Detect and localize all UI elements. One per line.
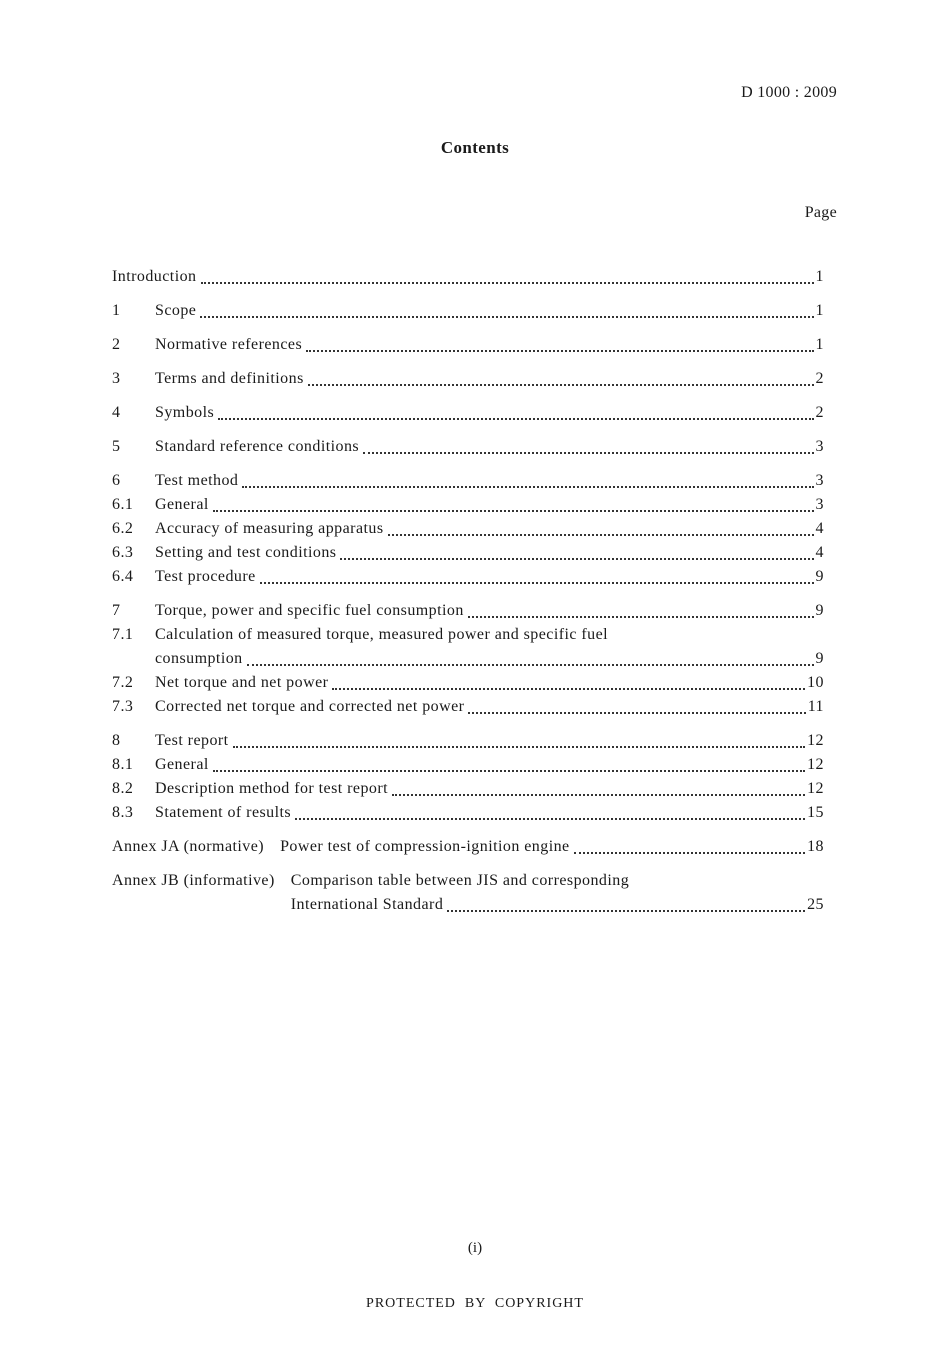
toc-number: 7 [112,602,121,619]
footer-page-number: (i) [467,1240,483,1256]
toc-entry-7[interactable] [112,599,824,623]
toc-text-line-2: consumption [155,650,243,667]
toc-entry-4[interactable] [112,401,824,425]
toc-number: 8 [112,732,121,749]
dot-leader [247,664,814,666]
toc-entry-6-2[interactable] [112,517,824,541]
dot-leader [468,616,814,618]
toc-text: Test report [155,732,229,749]
toc-page-number: 18 [807,838,824,855]
toc-page-number: 2 [815,404,824,421]
dot-leader [242,486,813,488]
dot-leader [468,712,805,714]
toc-entry-8-3[interactable] [112,801,824,825]
toc-entry-1[interactable] [112,299,824,323]
toc-text: General [155,756,209,773]
toc-page-number: 15 [807,804,824,821]
toc-text: Corrected net torque and corrected net power [155,698,465,715]
toc-page-number: 12 [807,732,824,749]
toc-page-number: 12 [807,756,824,773]
toc-text: Test procedure [155,568,256,585]
toc-entry-annex-jb[interactable] [112,869,824,917]
toc-text: Standard reference conditions [155,438,360,455]
dot-leader [306,350,813,352]
toc-entry-7-2[interactable] [112,671,824,695]
toc-page-number: 25 [807,896,824,913]
toc-number: 4 [112,404,121,421]
toc-page-number: 11 [807,698,824,715]
toc-number: 6 [112,472,121,489]
dot-leader [295,818,805,820]
toc-page-number: 1 [815,302,824,319]
dot-leader [388,534,814,536]
toc-number: 7.3 [112,698,134,715]
dot-leader [200,316,813,318]
toc-number: 6.4 [112,568,134,585]
dot-leader [213,770,805,772]
dot-leader [201,282,814,284]
toc-page-number: 1 [815,336,824,353]
toc-text: General [155,496,209,513]
dot-leader [363,452,813,454]
toc-page-number: 9 [815,650,824,667]
toc-entry-3[interactable] [112,367,824,391]
toc-number: 6.2 [112,520,134,537]
toc-page-number: 2 [815,370,824,387]
dot-leader [574,852,806,854]
toc-text: Net torque and net power [155,674,329,691]
toc-number: 1 [112,302,121,319]
toc-text: Introduction [112,268,197,285]
dot-leader [213,510,814,512]
toc-entry-8-1[interactable] [112,753,824,777]
toc-page-number: 3 [815,496,824,513]
toc-text: Normative references [155,336,303,353]
toc-page-number: 4 [815,520,824,537]
toc-number: 6.3 [112,544,134,561]
toc-text: Description method for test report [155,780,389,797]
toc-text: Symbols [155,404,215,421]
toc-text: Accuracy of measuring apparatus [155,520,384,537]
table-of-contents [112,265,824,917]
toc-page-number: 4 [815,544,824,561]
dot-leader [308,384,814,386]
toc-page-number: 3 [815,438,824,455]
annex-label: Annex JA (normative) [112,838,265,855]
dot-leader [332,688,805,690]
toc-text: Statement of results [155,804,292,821]
annex-label: Annex JB (informative) [112,872,275,889]
toc-page-number: 12 [807,780,824,797]
toc-text-line-1: Comparison table between JIS and corresponding [290,872,630,889]
copyright-notice: PROTECTED BY COPYRIGHT [366,1296,584,1311]
dot-leader [233,746,806,748]
toc-entry-8[interactable] [112,729,824,753]
toc-page-number: 10 [807,674,824,691]
toc-entry-6-1[interactable] [112,493,824,517]
toc-number: 8.3 [112,804,134,821]
toc-entry-6-4[interactable] [112,565,824,589]
toc-page-number: 3 [815,472,824,489]
toc-text: Setting and test conditions [155,544,337,561]
page-column-label: Page [804,204,837,221]
toc-page-number: 9 [815,602,824,619]
dot-leader [392,794,805,796]
contents-title: Contents [440,138,510,157]
toc-number: 8.2 [112,780,134,797]
toc-text: Torque, power and specific fuel consumption [155,602,464,619]
toc-number: 5 [112,438,121,455]
toc-entry-6-3[interactable] [112,541,824,565]
document-code: D 1000 : 2009 [741,84,837,101]
toc-entry-annex-ja[interactable] [112,835,824,859]
toc-entry-7-3[interactable] [112,695,824,719]
dot-leader [340,558,813,560]
dot-leader [260,582,814,584]
toc-number: 8.1 [112,756,134,773]
toc-entry-7-1[interactable] [112,623,824,671]
toc-page-number: 9 [815,568,824,585]
toc-entry-2[interactable] [112,333,824,357]
toc-entry-6[interactable] [112,469,824,493]
toc-text: Terms and definitions [155,370,304,387]
toc-entry-introduction[interactable] [112,265,824,289]
toc-number: 7.1 [112,626,134,643]
toc-page-number: 1 [815,268,824,285]
toc-entry-8-2[interactable] [112,777,824,801]
dot-leader [218,418,813,420]
toc-number: 6.1 [112,496,134,513]
dot-leader [447,910,805,912]
toc-entry-5[interactable] [112,435,824,459]
toc-number: 3 [112,370,121,387]
toc-text: Scope [155,302,197,319]
toc-text: Test method [155,472,239,489]
toc-text-line-2: International Standard [290,896,444,913]
toc-number: 2 [112,336,121,353]
toc-text-line-1: Calculation of measured torque, measured power and specific fuel [155,626,609,643]
toc-text: Power test of compression-ignition engine [280,838,570,855]
toc-number: 7.2 [112,674,134,691]
